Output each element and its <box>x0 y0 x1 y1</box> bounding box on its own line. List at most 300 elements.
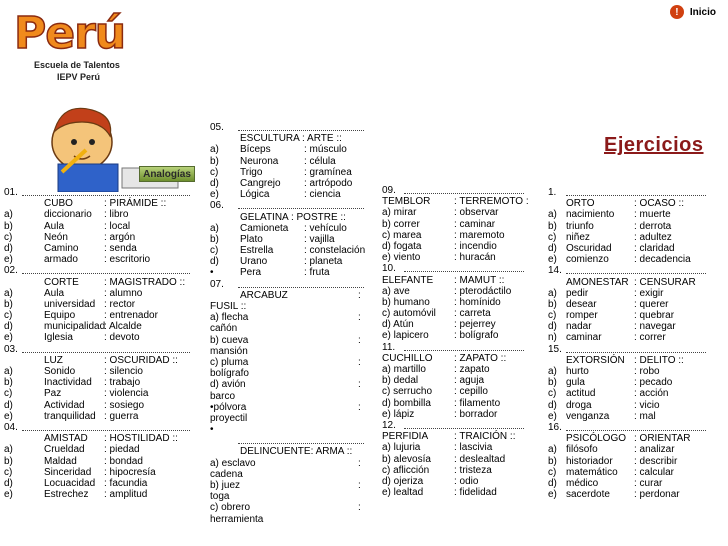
option-pair: : hipocresía <box>104 466 156 478</box>
question-stem <box>548 355 724 366</box>
question-number-row <box>548 344 724 355</box>
option-pair: : senda <box>104 242 137 254</box>
column-2 <box>210 122 368 525</box>
question-number-row <box>382 263 532 274</box>
question-stem <box>210 290 368 301</box>
option-letter: • <box>210 267 214 279</box>
option-letter: c) <box>4 388 13 400</box>
answer-option <box>210 167 368 178</box>
option-word: b) alevosía <box>382 453 431 465</box>
school-logo <box>14 8 154 82</box>
stem-relation: : HOSTILIDAD :: <box>104 433 178 445</box>
question-stem <box>382 196 532 207</box>
option-pair: : pterodáctilo <box>454 285 512 297</box>
option-word: e) lapicero <box>382 330 429 342</box>
option-letter: d) <box>548 477 557 489</box>
answer-option <box>210 256 368 267</box>
answer-option <box>210 156 368 167</box>
answer-option <box>210 144 368 155</box>
line-text: barco <box>210 390 236 402</box>
option-word: e) lápiz <box>382 408 415 420</box>
line-colon: : <box>358 379 361 391</box>
answer-blank-line <box>238 122 364 131</box>
answer-line <box>210 323 368 334</box>
question-number: 02. <box>4 265 18 277</box>
answer-line <box>210 424 368 435</box>
line-text: herramienta <box>210 513 264 525</box>
option-letter: b) <box>210 155 219 167</box>
option-word: Sinceridad <box>44 466 92 478</box>
answer-line <box>210 357 368 368</box>
answer-option <box>382 375 532 386</box>
info-icon: ! <box>670 5 684 19</box>
option-letter: b) <box>548 455 557 467</box>
line-colon: : <box>358 312 361 324</box>
option-word: e) lealtad <box>382 487 424 499</box>
answer-option <box>548 299 724 310</box>
answer-line <box>210 301 368 312</box>
option-word: comienzo <box>566 254 609 266</box>
option-pair: : piedad <box>104 444 140 456</box>
logo-subtitle: Escuela de Talentos <box>34 60 120 70</box>
option-pair: : perdonar <box>634 489 680 501</box>
question-number-row <box>4 344 192 355</box>
answer-option <box>4 456 192 467</box>
question-stem <box>4 433 192 444</box>
option-pair: : deslealtad <box>454 453 506 465</box>
answer-option <box>382 286 532 297</box>
answer-option <box>382 308 532 319</box>
option-letter: n) <box>548 332 557 344</box>
option-word: Cangrejo <box>240 177 281 189</box>
question-blank-row <box>210 435 368 446</box>
option-letter: b) <box>4 455 13 467</box>
option-word: droga <box>566 399 592 411</box>
answer-option <box>382 487 532 498</box>
answer-option <box>548 310 724 321</box>
answer-option <box>548 232 724 243</box>
option-letter: d) <box>548 399 557 411</box>
line-text: proyectil <box>210 412 248 424</box>
stem-pair: DELINCUENTE: ARMA :: <box>240 446 353 458</box>
option-pair: : caminar <box>454 218 496 230</box>
question-number-row <box>548 187 724 198</box>
option-word: universidad <box>44 298 96 310</box>
option-word: Sonido <box>44 366 76 377</box>
option-pair: : silencio <box>104 366 143 377</box>
option-word: actitud <box>566 388 596 400</box>
option-letter: d) <box>4 399 13 411</box>
answer-option <box>4 377 192 388</box>
answer-option <box>548 209 724 220</box>
stem-word: CUCHILLO <box>382 352 433 364</box>
option-word: Iglesia <box>44 332 73 344</box>
answer-option <box>382 230 532 241</box>
answer-option <box>4 254 192 265</box>
question-number: 09. <box>382 185 396 196</box>
answer-option <box>548 388 724 399</box>
question-stem <box>382 431 532 442</box>
stem-word: ORTO <box>566 198 595 210</box>
option-pair: : navegar <box>634 321 676 333</box>
question-stem <box>382 275 532 286</box>
answer-option <box>4 299 192 310</box>
option-word: Maldad <box>44 455 77 467</box>
line-text: toga <box>210 491 230 503</box>
line-colon: : <box>358 401 361 413</box>
option-pair: : amplitud <box>104 489 148 501</box>
question-number: 15. <box>548 343 562 355</box>
option-pair: : pejerrey <box>454 319 496 331</box>
question-stem <box>382 353 532 364</box>
stem-relation: : PIRÁMIDE :: <box>104 198 167 210</box>
option-word: Pera <box>240 267 262 279</box>
option-letter: a) <box>210 144 219 156</box>
option-pair: : borrador <box>454 408 498 420</box>
question-stem <box>4 198 192 209</box>
answer-option <box>382 219 532 230</box>
option-letter: a) <box>548 287 557 299</box>
option-pair: : vicio <box>634 399 660 411</box>
option-pair: : claridad <box>634 242 675 254</box>
option-word: Locuacidad <box>44 477 96 489</box>
answer-line <box>210 514 368 525</box>
answer-option <box>548 332 724 343</box>
question-number-row <box>382 185 532 196</box>
answer-blank-line <box>22 187 190 196</box>
option-word: c) serrucho <box>382 386 433 398</box>
option-letter: a) <box>548 444 557 456</box>
option-letter: a) <box>548 366 557 377</box>
question-number-row <box>210 122 368 133</box>
answer-option <box>382 207 532 218</box>
stem-relation: : DELITO :: <box>634 354 684 366</box>
option-pair: : incendio <box>454 240 497 252</box>
question-stem <box>210 212 368 223</box>
option-letter: c) <box>4 310 13 322</box>
line-colon: : <box>358 356 361 368</box>
option-word: Plato <box>240 233 263 245</box>
line-colon: : <box>358 502 361 514</box>
answer-blank-line <box>566 422 706 431</box>
option-word: a) mirar <box>382 207 417 219</box>
answer-line <box>210 413 368 424</box>
stem-word: PERFIDIA <box>382 431 429 443</box>
answer-option <box>548 467 724 478</box>
answer-blank-line <box>404 185 524 194</box>
option-pair: : fruta <box>304 267 330 279</box>
option-pair: : calcular <box>634 466 675 478</box>
option-letter: d) <box>4 321 13 333</box>
question-number: 12. <box>382 419 396 431</box>
answer-line <box>210 368 368 379</box>
stem-relation: : CENSURAR <box>634 276 696 288</box>
answer-option <box>4 232 192 243</box>
answer-blank-line <box>22 422 190 431</box>
answer-line <box>210 458 368 469</box>
answer-option <box>4 388 192 399</box>
option-letter: d) <box>548 321 557 333</box>
answer-option <box>382 386 532 397</box>
answer-option <box>548 366 724 377</box>
option-letter: c) <box>548 466 557 478</box>
answer-option <box>4 467 192 478</box>
line-text: •pólvora <box>210 401 247 413</box>
option-word: Inactividad <box>44 377 92 389</box>
answer-blank-line <box>238 435 364 444</box>
option-pair: : entrenador <box>104 310 158 322</box>
option-pair: : facundia <box>104 477 148 489</box>
answer-blank-line <box>404 263 524 272</box>
option-word: c) automóvil <box>382 308 436 320</box>
answer-line <box>210 502 368 513</box>
question-number: 07. <box>210 278 224 290</box>
question-stem <box>210 446 368 457</box>
option-word: e) viento <box>382 252 421 264</box>
option-letter: a) <box>4 444 13 456</box>
line-text: mansión <box>210 345 248 357</box>
option-pair: : adultez <box>634 231 672 243</box>
line-colon: : <box>358 480 361 491</box>
option-letter: b) <box>548 220 557 232</box>
option-pair: : cepillo <box>454 386 488 398</box>
option-letter: e) <box>548 254 557 266</box>
column-3 <box>382 185 532 498</box>
stem-word: PSICÓLOGO <box>566 433 627 445</box>
answer-option <box>548 221 724 232</box>
option-word: d) fogata <box>382 240 422 252</box>
line-text: d) avión <box>210 379 246 391</box>
option-letter: c) <box>548 388 557 400</box>
answer-option <box>548 321 724 332</box>
question-number: 06. <box>210 200 224 212</box>
option-word: Equipo <box>44 310 76 322</box>
question-number: 11. <box>382 341 396 353</box>
answer-line <box>210 469 368 480</box>
question-number-row <box>548 265 724 276</box>
answer-option <box>4 321 192 332</box>
option-letter: e) <box>4 410 13 422</box>
option-pair: : odio <box>454 475 479 487</box>
option-pair: : vehículo <box>304 222 347 234</box>
logo-wordmark: Perú <box>14 8 126 59</box>
page-title: Ejercicios <box>604 134 704 156</box>
option-pair: : célula <box>304 155 336 167</box>
option-pair: : mal <box>634 410 656 422</box>
option-pair: : planeta <box>304 256 343 268</box>
option-letter: d) <box>210 256 219 268</box>
question-stem <box>4 277 192 288</box>
option-word: desear <box>566 298 597 310</box>
option-pair: : libro <box>104 209 129 221</box>
option-word: Paz <box>44 388 62 400</box>
stem-word: AMISTAD <box>44 433 88 445</box>
option-pair: : argón <box>104 231 136 243</box>
answer-option <box>4 209 192 220</box>
option-letter: a) <box>548 209 557 221</box>
option-pair: : sosiego <box>104 399 145 411</box>
question-number-row <box>4 187 192 198</box>
answer-option <box>382 409 532 420</box>
option-word: triunfo <box>566 220 594 232</box>
question-number: 05. <box>210 122 224 133</box>
option-pair: : filamento <box>454 397 501 409</box>
option-word: Estrechez <box>44 489 89 501</box>
option-word: Actividad <box>44 399 85 411</box>
answer-option <box>4 310 192 321</box>
option-word: nacimiento <box>566 209 615 221</box>
option-word: Lógica <box>240 189 270 201</box>
answer-line <box>210 335 368 346</box>
stem-relation: : TERREMOTO : <box>454 196 529 208</box>
question-number: 1. <box>548 187 557 198</box>
option-word: hurto <box>566 366 589 377</box>
option-word: pedir <box>566 287 589 299</box>
stem-colon: : <box>358 289 361 301</box>
answer-option <box>4 489 192 500</box>
answer-option <box>382 319 532 330</box>
answer-option <box>210 223 368 234</box>
line-colon: : <box>358 334 361 346</box>
answer-blank-line <box>22 265 190 274</box>
stem-relation: : OSCURIDAD :: <box>104 354 178 366</box>
answer-blank-line <box>404 342 524 351</box>
option-pair: : guerra <box>104 410 139 422</box>
answer-option <box>210 189 368 200</box>
option-word: sacerdote <box>566 489 610 501</box>
line-text: FUSIL :: <box>210 301 247 312</box>
stem-pair: GELATINA : POSTRE :: <box>240 211 346 223</box>
answer-option <box>4 221 192 232</box>
option-word: Aula <box>44 287 65 299</box>
inicio-button[interactable] <box>670 2 716 22</box>
answer-line <box>210 346 368 357</box>
stem-relation: : TRAICIÓN :: <box>454 431 516 443</box>
line-text: cadena <box>210 468 243 480</box>
answer-option <box>548 288 724 299</box>
stem-word: ARCABUZ <box>240 289 288 301</box>
answer-line <box>210 391 368 402</box>
option-pair: : ciencia <box>304 189 341 201</box>
option-pair: : fidelidad <box>454 487 497 499</box>
option-pair: : quebrar <box>634 310 675 322</box>
option-pair: : pecado <box>634 377 673 389</box>
option-pair: : aguja <box>454 375 485 387</box>
stem-word: AMONESTAR <box>566 276 629 288</box>
answer-option <box>4 478 192 489</box>
question-number: 14. <box>548 265 562 277</box>
answer-option <box>382 465 532 476</box>
question-number-row <box>548 422 724 433</box>
option-letter: a) <box>4 366 13 377</box>
answer-option <box>210 267 368 278</box>
option-word: Trigo <box>240 166 263 178</box>
option-letter: d) <box>4 477 13 489</box>
question-stem <box>548 198 724 209</box>
answer-option <box>4 288 192 299</box>
stem-pair: ESCULTURA : ARTE :: <box>240 133 342 145</box>
line-text: a) esclavo <box>210 457 256 469</box>
option-letter: e) <box>548 489 557 501</box>
option-pair: : carreta <box>454 308 491 320</box>
option-word: d) Atún <box>382 319 414 331</box>
option-word: Oscuridad <box>566 242 612 254</box>
option-pair: : tristeza <box>454 464 492 476</box>
question-number: 04. <box>4 421 18 433</box>
answer-blank-line <box>22 344 190 353</box>
option-letter: b) <box>548 377 557 389</box>
option-letter: e) <box>4 332 13 344</box>
option-pair: : huracán <box>454 252 496 264</box>
stem-relation: : MAMUT :: <box>454 274 505 286</box>
option-word: caminar <box>566 332 602 344</box>
stem-relation: : ORIENTAR <box>634 433 691 445</box>
option-pair: : analizar <box>634 444 675 456</box>
question-stem <box>548 433 724 444</box>
option-word: c) marea <box>382 229 422 241</box>
answer-blank-line <box>238 200 364 209</box>
option-letter: a) <box>210 222 219 234</box>
option-word: matemático <box>566 466 618 478</box>
option-pair: : constelación <box>304 245 366 257</box>
answer-line <box>210 312 368 323</box>
option-word: Estrella <box>240 245 274 257</box>
option-pair: : observar <box>454 207 499 219</box>
line-text: c) pluma <box>210 356 249 368</box>
question-stem <box>4 355 192 366</box>
option-pair: : devoto <box>104 332 140 344</box>
option-word: Camino <box>44 242 79 254</box>
option-word: niñez <box>566 231 590 243</box>
answer-option <box>382 330 532 341</box>
answer-option <box>4 332 192 343</box>
answer-option <box>4 243 192 254</box>
stem-relation: : MAGISTRADO :: <box>104 276 186 288</box>
option-pair: : artrópodo <box>304 177 353 189</box>
option-word: Bíceps <box>240 144 271 156</box>
option-pair: : violencia <box>104 388 149 400</box>
option-word: médico <box>566 477 599 489</box>
option-letter: c) <box>210 166 219 178</box>
option-letter: e) <box>4 254 13 266</box>
option-word: venganza <box>566 410 610 422</box>
option-pair: : trabajo <box>104 377 141 389</box>
answer-option <box>382 252 532 263</box>
option-pair: : escritorio <box>104 254 151 266</box>
stem-word: TEMBLOR <box>382 196 431 208</box>
answer-option <box>4 400 192 411</box>
option-word: historiador <box>566 455 613 467</box>
option-word: tranquilidad <box>44 410 96 422</box>
option-letter: c) <box>4 466 13 478</box>
answer-option <box>4 444 192 455</box>
question-number-row <box>210 200 368 211</box>
option-letter: a) <box>4 287 13 299</box>
answer-line <box>210 491 368 502</box>
answer-option <box>548 411 724 422</box>
answer-option <box>548 243 724 254</box>
option-word: d) ojeriza <box>382 475 424 487</box>
question-number-row <box>4 422 192 433</box>
option-letter: c) <box>210 245 219 257</box>
stem-relation: : ZAPATO :: <box>454 352 507 364</box>
question-stem <box>548 277 724 288</box>
option-letter: d) <box>210 177 219 189</box>
option-letter: e) <box>210 189 219 201</box>
option-pair: : maremoto <box>454 229 505 241</box>
option-word: Neón <box>44 231 68 243</box>
answer-line <box>210 379 368 390</box>
